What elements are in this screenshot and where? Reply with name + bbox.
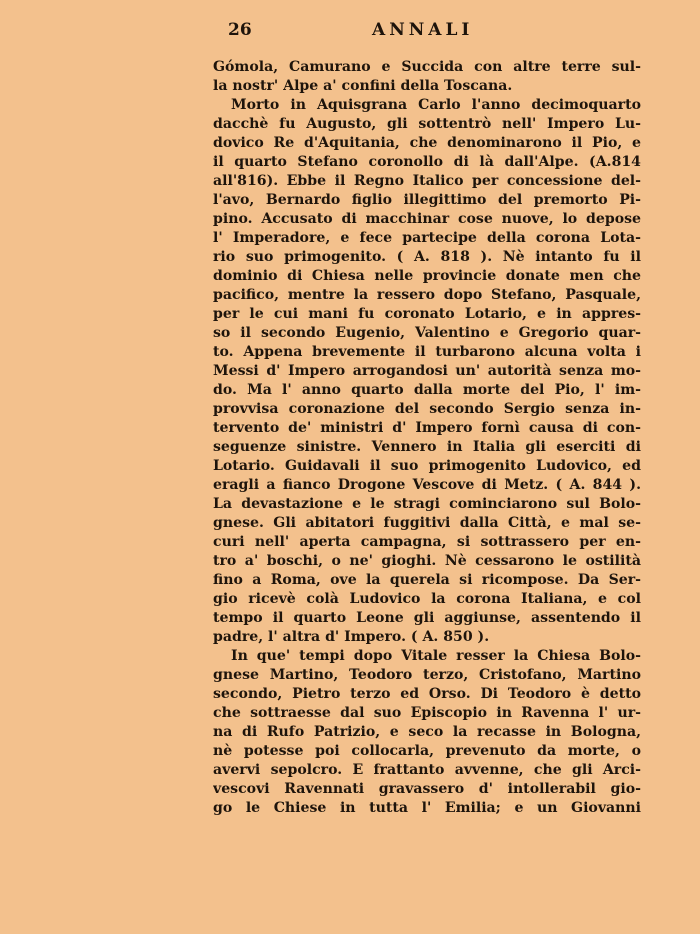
text-line: In que' tempi dopo Vitale resser la Chiesa Bolo- [231, 648, 641, 664]
text-line: tro a' boschi, o ne' gioghi. Nè cessarono le ostilità [213, 553, 641, 569]
text-line: all'816). Ebbe il Regno Italico per concessione del- [213, 173, 641, 189]
text-line: so il secondo Eugenio, Valentino e Gregorio quar- [213, 325, 641, 341]
page-header [228, 20, 648, 44]
text-line: fino a Roma, ove la querela si ricompose. Da Ser- [213, 572, 641, 588]
text-line: La devastazione e le stragi cominciarono sul Bolo- [213, 496, 641, 512]
text-line: gio ricevè colà Ludovico la corona Italiana, e col [213, 591, 641, 607]
text-line: dovico Re d'Aquitania, che denominarono il Pio, e [213, 135, 641, 151]
text-line: per le cui mani fu coronato Lotario, e in appres- [213, 306, 641, 322]
text-line: Messi d' Impero arrogandosi un' autorità senza mo- [213, 363, 641, 379]
text-line: gnese Martino, Teodoro terzo, Cristofano, Martino [213, 667, 641, 683]
text-line: gnese. Gli abitatori fuggitivi dalla Città, e mal se- [213, 515, 641, 531]
text-line: tempo il quarto Leone gli aggiunse, assentendo il [213, 610, 641, 626]
text-line: dacchè fu Augusto, gli sottentrò nell' Impero Lu- [213, 116, 641, 132]
text-line: rio suo primogenito. ( A. 818 ). Nè intanto fu il [213, 249, 641, 265]
text-line: nè potesse poi collocarla, prevenuto da morte, o [213, 743, 641, 759]
text-line: to. Appena brevemente il turbarono alcuna volta i [213, 344, 641, 360]
text-line: pino. Accusato di macchinar cose nuove, lo depose [213, 211, 641, 227]
text-line: eragli a fianco Drogone Vescove di Metz. ( A. 844 ). [213, 477, 641, 493]
text-line: padre, l' altra d' Impero. ( A. 850 ). [213, 629, 490, 645]
text-line: avervi sepolcro. E frattanto avvenne, che gli Arci- [213, 762, 641, 778]
text-line: l' Imperadore, e fece partecipe della corona Lota- [213, 230, 641, 246]
body-text [213, 58, 641, 818]
text-line: l'avo, Bernardo figlio illegittimo del premorto Pi- [213, 192, 641, 208]
text-line: Morto in Aquisgrana Carlo l'anno decimoquarto [231, 97, 641, 113]
text-line: Lotario. Guidavali il suo primogenito Ludovico, ed [213, 458, 641, 474]
text-line: secondo, Pietro terzo ed Orso. Di Teodoro è detto [213, 686, 641, 702]
text-line: il quarto Stefano coronollo di là dall'Alpe. (A.814 [213, 154, 641, 170]
text-line: dominio di Chiesa nelle provincie donate men che [213, 268, 641, 284]
text-line: tervento de' ministri d' Impero fornì causa di con- [213, 420, 641, 436]
text-line: seguenze sinistre. Vennero in Italia gli eserciti di [213, 439, 641, 455]
text-line: na di Rufo Patrizio, e seco la recasse in Bologna, [213, 724, 641, 740]
running-title: ANNALI [372, 20, 474, 40]
text-line: la nostr' Alpe a' confini della Toscana. [213, 78, 513, 94]
text-line: do. Ma l' anno quarto dalla morte del Pio, l' im- [213, 382, 641, 398]
text-line: Gómola, Camurano e Succida con altre terre sul- [213, 59, 641, 75]
text-line: che sottraesse dal suo Episcopio in Ravenna l' ur- [213, 705, 641, 721]
page-number: 26 [228, 20, 252, 40]
text-line: curi nell' aperta campagna, si sottrassero per en- [213, 534, 641, 550]
text-line: pacifico, mentre la ressero dopo Stefano, Pasquale, [213, 287, 641, 303]
text-line: vescovi Ravennati gravassero d' intollerabil gio- [213, 781, 641, 797]
text-line: provvisa coronazione del secondo Sergio senza in- [213, 401, 641, 417]
text-line: go le Chiese in tutta l' Emilia; e un Giovanni [213, 800, 641, 816]
